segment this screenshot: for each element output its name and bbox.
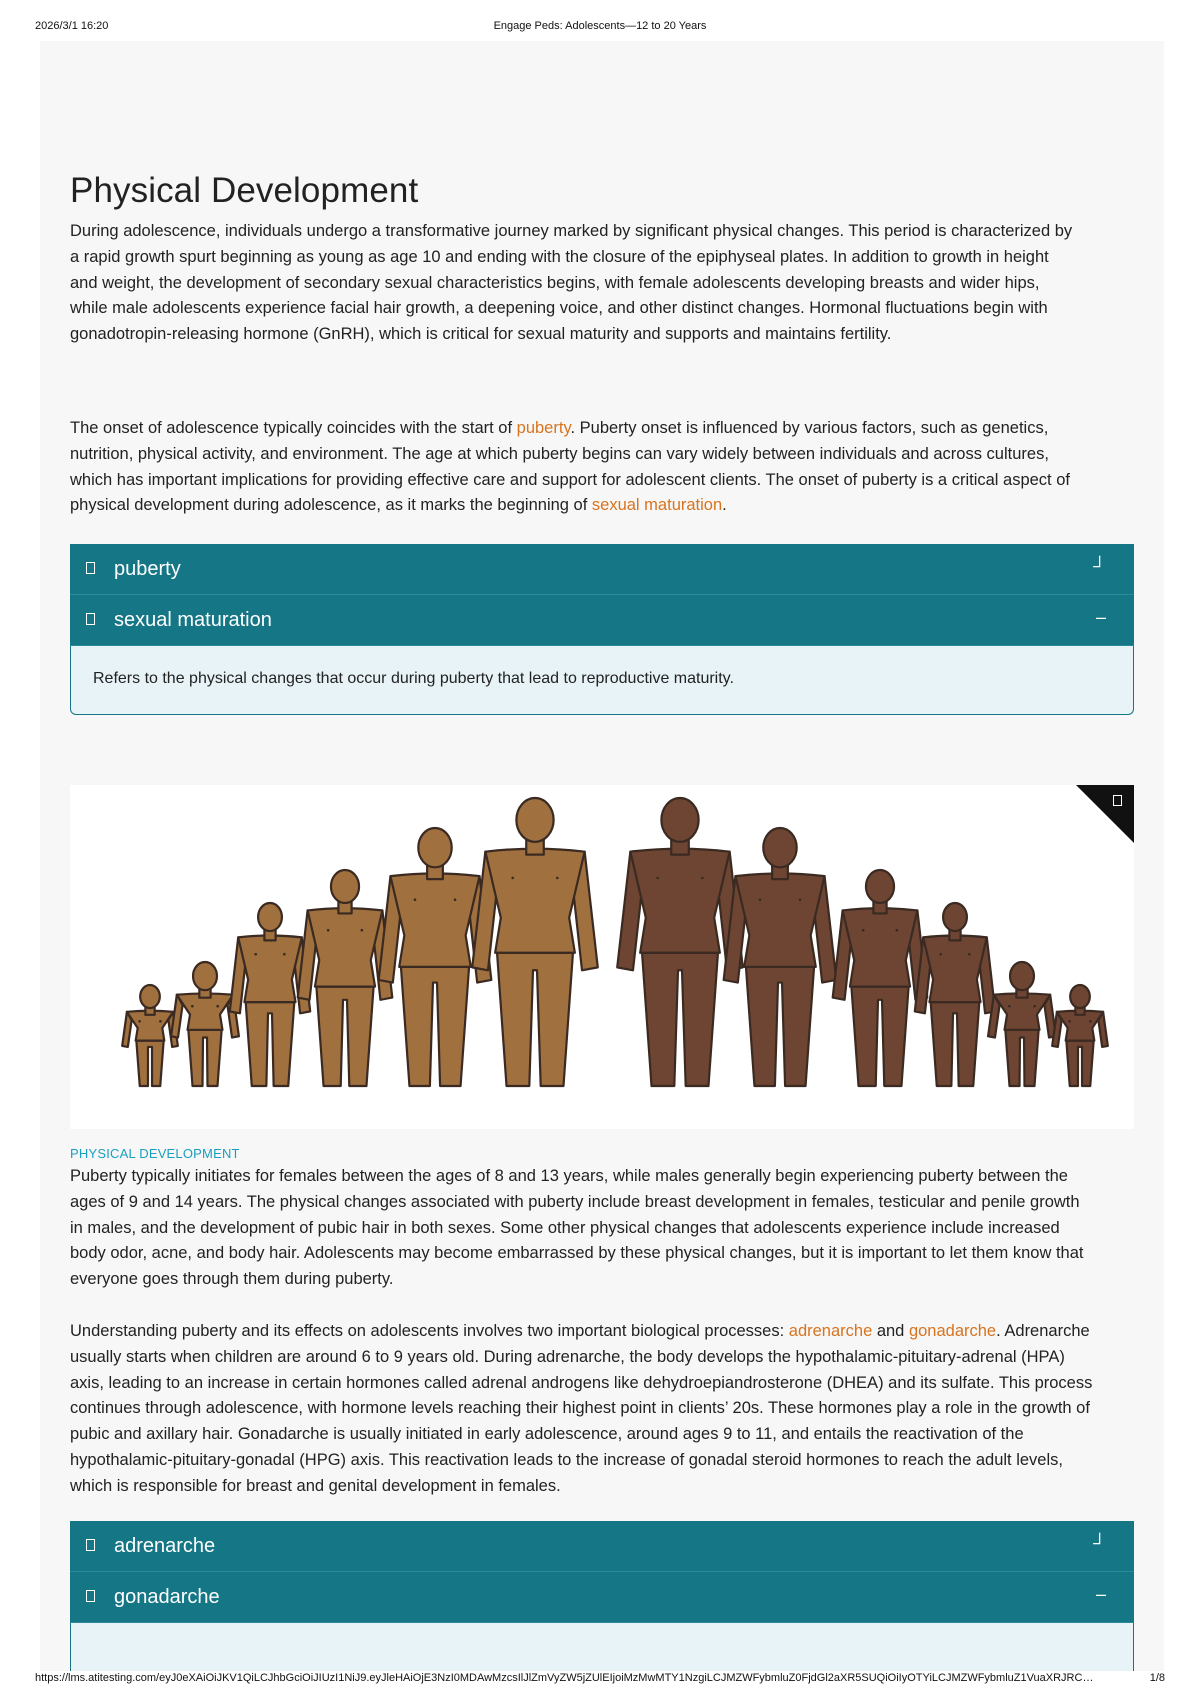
accordion-item-gonadarche[interactable] [70, 1572, 1134, 1623]
onset-paragraph [70, 416, 1090, 519]
processes-text-and: and [872, 1322, 909, 1340]
female-figure-stage [171, 962, 239, 1086]
glossary-accordion-1 [70, 544, 1134, 715]
physical-development-illustration [70, 785, 1134, 1129]
collapse-icon[interactable]: – [1095, 607, 1106, 627]
expand-icon[interactable]: ┘ [1093, 1533, 1106, 1553]
accordion-item-puberty[interactable] [70, 544, 1134, 595]
puberty-term-link[interactable]: puberty [516, 419, 571, 437]
biological-processes-paragraph [70, 1319, 1095, 1500]
onset-text-a: The onset of adolescence typically coincides with the start of [70, 419, 517, 437]
accordion-item-sexual-maturation[interactable] [70, 595, 1134, 646]
adrenarche-term-link[interactable]: adrenarche [788, 1322, 873, 1340]
print-header [0, 20, 1200, 36]
puberty-timing-paragraph: Puberty typically initiates for females between the ages of 8 and 13 years, while males generally begin experiencing puberty between the ages of 9 and 14 years. The physical changes associated with puberty include breast development in females, testicular and penile growth in males, and the development of pubic hair in both sexes. Some other physical changes that adolescents experience include increased body odor, acne, and body hair. Adolescents may become embarrassed by these physical changes, but it is important to let them know that everyone goes through them during puberty. [70, 1167, 1084, 1289]
processes-text-a: Understanding puberty and its effects on adolescents involves two important biological processes: [70, 1322, 789, 1340]
sexual-maturation-term-link[interactable]: sexual maturation [591, 496, 723, 515]
accordion-item-label: puberty [114, 558, 181, 580]
page-number: 1/8 [1149, 1672, 1165, 1684]
accordion-item-label: sexual maturation [114, 609, 272, 631]
term-icon [86, 613, 95, 625]
accordion-panel-gonadarche [70, 1623, 1134, 1671]
accordion-item-adrenarche[interactable] [70, 1521, 1134, 1572]
processes-text-b: . Adrenarche usually starts when children are around 6 to 9 years old. During adrenarche, the body develops the hypothalamic-pituitary-adrenal (HPA) axis, leading to an increase in certain hormones called adrenal androgens like dehydroepiandrosterone (DHEA) and its sulfate. This process continues through adolescence, with hormone levels reaching their highest point in clients’ 20s. These hormones play a role in the growth of pubic and axillary hair. Gonadarche is usually initiated in early adolescence, around ages 9 to 11, and entails the reactivation of the hypothalamic-pituitary-gonadal (HPG) axis. This reactivation leads to the increase of gonadal steroid hormones to reach the adult levels, which is responsible for breast and genital development in females. [70, 1322, 1093, 1495]
intro-paragraph: During adolescence, individuals undergo a transformative journey marked by significant physical changes. This period is characterized by a rapid growth spurt beginning as young as age 10 and ending with the closure of the epiphyseal plates. In addition to growth in height and weight, the development of secondary sexual characteristics begins, with female adolescents developing breasts and wider hips, while male adolescents experience facial hair growth, a deepening voice, and other distinct changes. Hormonal fluctuations begin with gonadotropin-releasing hormone (GnRH), which is critical for sexual maturity and supports and maintains fertility. [70, 222, 1073, 344]
female-figure-stage [472, 798, 598, 1086]
collapse-icon[interactable]: – [1095, 1584, 1106, 1604]
expand-image-corner[interactable] [1076, 785, 1134, 843]
term-icon [86, 1539, 95, 1551]
onset-text-b: . Puberty onset is influenced by various factors, such as genetics, nutrition, physical activity, and environment. The age at which puberty begins can vary widely between individuals and across cultures, which has important implications for providing effective care and support for adolescent clients. The onset of puberty is a critical aspect of physical development during adolescence, as it marks the beginning of [70, 419, 1070, 515]
section-title: Physical Development [70, 171, 419, 210]
term-icon [86, 1590, 95, 1602]
page-url: https://lms.atitesting.com/eyJ0eXAiOiJKV1QiLCJhbGciOiJIUzI1NiJ9.eyJleHAiOjE3NzI0MDAwMzcsIlJlZmVyZW5jZUlEIjoiMzMwMTY1NzgiLCJMZWFybmluZ0FjdGl2aXR5SUQiOiIyOTYiLCJMZWFybmluZ1VuaXRJRC… [35, 1672, 1094, 1684]
onset-text-c: . [722, 496, 727, 515]
growth-stages-figures [70, 785, 1134, 1129]
gonadarche-term-link[interactable]: gonadarche [908, 1322, 997, 1340]
expand-image-icon[interactable] [1113, 795, 1122, 806]
male-figure-stage [988, 962, 1056, 1086]
glossary-accordion-2 [70, 1521, 1134, 1671]
figure-caption: PHYSICAL DEVELOPMENT [70, 1146, 240, 1161]
expand-icon[interactable]: ┘ [1093, 556, 1106, 576]
male-figure-stage [1052, 985, 1108, 1086]
print-date: 2026/3/1 16:20 [35, 20, 109, 32]
male-figure-stage [833, 870, 928, 1086]
print-document-title: Engage Peds: Adolescents—12 to 20 Years [493, 20, 707, 32]
male-figure-stage [915, 903, 995, 1086]
page-content-area [40, 41, 1164, 1671]
male-figure-stage [724, 828, 837, 1086]
female-figure-stage [122, 985, 178, 1086]
term-icon [86, 562, 95, 574]
male-figure-stage [617, 798, 743, 1086]
accordion-item-label: adrenarche [114, 1535, 216, 1557]
accordion-panel-sexual-maturation [70, 646, 1134, 715]
accordion-item-label: gonadarche [114, 1586, 220, 1608]
print-footer [0, 1672, 1200, 1688]
definition-text: Refers to the physical changes that occur during puberty that lead to reproductive maturity. [93, 670, 734, 687]
